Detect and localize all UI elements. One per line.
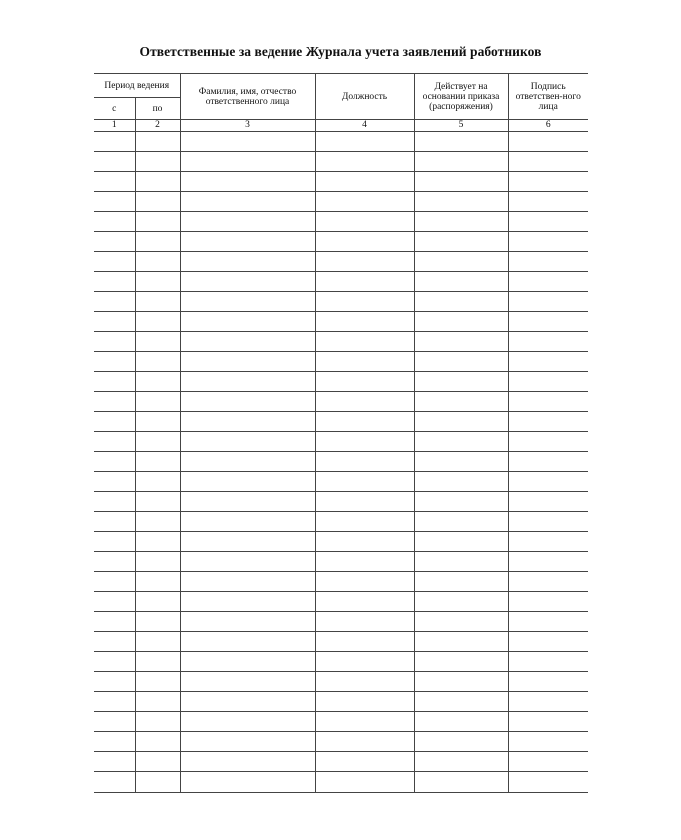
table-cell bbox=[508, 312, 588, 332]
table-cell bbox=[508, 752, 588, 772]
table-row bbox=[94, 432, 588, 452]
table-cell bbox=[135, 432, 180, 452]
table-cell bbox=[315, 672, 414, 692]
table-cell bbox=[414, 632, 508, 652]
table-cell bbox=[135, 172, 180, 192]
table-cell bbox=[135, 292, 180, 312]
table-cell bbox=[414, 752, 508, 772]
table-cell bbox=[508, 732, 588, 752]
table-cell bbox=[508, 412, 588, 432]
table-cell bbox=[508, 392, 588, 412]
table-cell bbox=[508, 432, 588, 452]
table-cell bbox=[414, 312, 508, 332]
table-cell bbox=[508, 512, 588, 532]
table-cell bbox=[180, 312, 315, 332]
table-row bbox=[94, 352, 588, 372]
table-cell bbox=[414, 572, 508, 592]
table-cell bbox=[180, 352, 315, 372]
table-cell bbox=[94, 552, 135, 572]
table-cell bbox=[508, 332, 588, 352]
table-cell bbox=[180, 152, 315, 172]
table-row bbox=[94, 752, 588, 772]
table-cell bbox=[315, 172, 414, 192]
entry-rows bbox=[94, 132, 588, 793]
table-row bbox=[94, 372, 588, 392]
page-title: Ответственные за ведение Журнала учета заявлений работников bbox=[139, 44, 542, 59]
table-row bbox=[94, 252, 588, 272]
table-cell bbox=[135, 452, 180, 472]
table-row bbox=[94, 772, 588, 793]
table-cell bbox=[94, 252, 135, 272]
table-cell bbox=[315, 292, 414, 312]
table-row bbox=[94, 452, 588, 472]
table-cell bbox=[94, 372, 135, 392]
table-cell bbox=[94, 232, 135, 252]
table-row bbox=[94, 652, 588, 672]
table-cell bbox=[135, 532, 180, 552]
table-cell bbox=[315, 532, 414, 552]
table-cell bbox=[135, 552, 180, 572]
table-cell bbox=[135, 752, 180, 772]
table-cell bbox=[315, 412, 414, 432]
table-cell bbox=[315, 772, 414, 793]
table-cell bbox=[135, 592, 180, 612]
table-cell bbox=[315, 152, 414, 172]
table-cell bbox=[414, 212, 508, 232]
table-cell bbox=[414, 252, 508, 272]
table-cell bbox=[315, 732, 414, 752]
table-cell bbox=[414, 172, 508, 192]
table-cell bbox=[135, 572, 180, 592]
table-cell bbox=[135, 132, 180, 152]
table-cell bbox=[94, 592, 135, 612]
table-cell bbox=[315, 232, 414, 252]
table-cell bbox=[315, 492, 414, 512]
table-cell bbox=[315, 192, 414, 212]
table-cell bbox=[180, 452, 315, 472]
table-row bbox=[94, 172, 588, 192]
responsible-persons-table bbox=[94, 73, 588, 793]
table-cell bbox=[508, 352, 588, 372]
table-row bbox=[94, 612, 588, 632]
table-cell bbox=[315, 132, 414, 152]
table-cell bbox=[135, 312, 180, 332]
table-cell bbox=[180, 212, 315, 232]
table-cell bbox=[94, 292, 135, 312]
table-cell bbox=[414, 232, 508, 252]
table-cell bbox=[135, 632, 180, 652]
table-cell bbox=[414, 772, 508, 793]
table-cell bbox=[94, 212, 135, 232]
table-cell bbox=[508, 692, 588, 712]
table-cell bbox=[414, 612, 508, 632]
table-cell bbox=[508, 772, 588, 793]
table-cell bbox=[414, 452, 508, 472]
table-cell bbox=[315, 592, 414, 612]
table-row bbox=[94, 312, 588, 332]
table-cell bbox=[94, 632, 135, 652]
table-cell bbox=[135, 272, 180, 292]
table-cell bbox=[508, 452, 588, 472]
table-cell bbox=[508, 632, 588, 652]
table-row bbox=[94, 192, 588, 212]
table-cell bbox=[180, 512, 315, 532]
table-cell bbox=[94, 132, 135, 152]
column-number: 4 bbox=[315, 120, 414, 132]
table-cell bbox=[508, 472, 588, 492]
table-cell bbox=[315, 692, 414, 712]
table-row bbox=[94, 632, 588, 652]
table-cell bbox=[508, 292, 588, 312]
table-cell bbox=[94, 532, 135, 552]
table-cell bbox=[508, 372, 588, 392]
table-cell bbox=[508, 572, 588, 592]
table-cell bbox=[180, 592, 315, 612]
table-cell bbox=[414, 432, 508, 452]
table-row bbox=[94, 132, 588, 152]
table-cell bbox=[315, 252, 414, 272]
table-cell bbox=[508, 552, 588, 572]
table-cell bbox=[315, 612, 414, 632]
table-cell bbox=[180, 332, 315, 352]
table-cell bbox=[94, 652, 135, 672]
table-cell bbox=[94, 332, 135, 352]
table-cell bbox=[508, 232, 588, 252]
table-cell bbox=[508, 532, 588, 552]
table-cell bbox=[180, 492, 315, 512]
table-row bbox=[94, 272, 588, 292]
table-cell bbox=[315, 332, 414, 352]
table-cell bbox=[315, 512, 414, 532]
table-row bbox=[94, 592, 588, 612]
table-cell bbox=[94, 732, 135, 752]
table-cell bbox=[414, 712, 508, 732]
table-cell bbox=[315, 452, 414, 472]
table-cell bbox=[508, 272, 588, 292]
table-cell bbox=[180, 252, 315, 272]
table-cell bbox=[315, 212, 414, 232]
table-cell bbox=[508, 172, 588, 192]
table-cell bbox=[180, 612, 315, 632]
column-number: 1 bbox=[94, 120, 135, 132]
table-cell bbox=[508, 132, 588, 152]
table-cell bbox=[180, 432, 315, 452]
table-cell bbox=[135, 772, 180, 793]
table-cell bbox=[94, 612, 135, 632]
table-cell bbox=[414, 472, 508, 492]
table-row bbox=[94, 392, 588, 412]
table-cell bbox=[135, 352, 180, 372]
table-cell bbox=[94, 192, 135, 212]
table-cell bbox=[180, 732, 315, 752]
table-cell bbox=[135, 732, 180, 752]
table-row bbox=[94, 552, 588, 572]
order-header: Действует на основании приказа (распоряжения) bbox=[414, 74, 508, 120]
table-cell bbox=[94, 452, 135, 472]
table-cell bbox=[414, 552, 508, 572]
table-cell bbox=[180, 172, 315, 192]
table-cell bbox=[414, 512, 508, 532]
table-cell bbox=[94, 412, 135, 432]
column-number: 3 bbox=[180, 120, 315, 132]
table-cell bbox=[135, 192, 180, 212]
table-cell bbox=[94, 572, 135, 592]
table-cell bbox=[94, 312, 135, 332]
table-row bbox=[94, 712, 588, 732]
table-row bbox=[94, 512, 588, 532]
table-cell bbox=[508, 212, 588, 232]
table-cell bbox=[135, 152, 180, 172]
table-cell bbox=[414, 492, 508, 512]
table-cell bbox=[94, 432, 135, 452]
table-cell bbox=[508, 152, 588, 172]
table-cell bbox=[315, 632, 414, 652]
table-cell bbox=[414, 372, 508, 392]
table-cell bbox=[180, 392, 315, 412]
table-cell bbox=[94, 352, 135, 372]
table-cell bbox=[180, 412, 315, 432]
table-cell bbox=[315, 312, 414, 332]
table-cell bbox=[94, 692, 135, 712]
table-cell bbox=[135, 512, 180, 532]
table-cell bbox=[135, 392, 180, 412]
table-cell bbox=[180, 632, 315, 652]
table-cell bbox=[508, 492, 588, 512]
period-to-header: по bbox=[135, 98, 180, 120]
table-cell bbox=[180, 552, 315, 572]
table-cell bbox=[414, 652, 508, 672]
table-cell bbox=[180, 192, 315, 212]
table-row bbox=[94, 492, 588, 512]
table-cell bbox=[414, 692, 508, 712]
table-cell bbox=[135, 652, 180, 672]
position-header: Должность bbox=[315, 74, 414, 120]
table-cell bbox=[135, 412, 180, 432]
table-cell bbox=[94, 512, 135, 532]
table-cell bbox=[508, 192, 588, 212]
table-row bbox=[94, 692, 588, 712]
table-cell bbox=[508, 612, 588, 632]
table-cell bbox=[135, 692, 180, 712]
table-cell bbox=[315, 712, 414, 732]
table-row bbox=[94, 532, 588, 552]
table-row bbox=[94, 212, 588, 232]
table-cell bbox=[315, 352, 414, 372]
table-cell bbox=[135, 332, 180, 352]
table-cell bbox=[94, 752, 135, 772]
table-cell bbox=[414, 732, 508, 752]
table-cell bbox=[508, 712, 588, 732]
table-cell bbox=[315, 552, 414, 572]
table-row bbox=[94, 232, 588, 252]
table-cell bbox=[414, 132, 508, 152]
table-row bbox=[94, 292, 588, 312]
table-cell bbox=[315, 392, 414, 412]
table-cell bbox=[315, 272, 414, 292]
table-cell bbox=[135, 372, 180, 392]
table-cell bbox=[180, 692, 315, 712]
table-cell bbox=[94, 152, 135, 172]
table-row bbox=[94, 732, 588, 752]
table-cell bbox=[135, 712, 180, 732]
table-cell bbox=[180, 532, 315, 552]
table-cell bbox=[135, 212, 180, 232]
table-cell bbox=[94, 472, 135, 492]
table-cell bbox=[414, 532, 508, 552]
table-cell bbox=[414, 672, 508, 692]
table-cell bbox=[180, 772, 315, 793]
table-cell bbox=[94, 672, 135, 692]
table-cell bbox=[315, 372, 414, 392]
table-cell bbox=[135, 672, 180, 692]
period-from-header: с bbox=[94, 98, 135, 120]
table-cell bbox=[414, 592, 508, 612]
table-cell bbox=[135, 492, 180, 512]
table-cell bbox=[180, 292, 315, 312]
table-cell bbox=[94, 272, 135, 292]
table-cell bbox=[180, 712, 315, 732]
table-cell bbox=[94, 772, 135, 793]
table-cell bbox=[414, 412, 508, 432]
table-cell bbox=[135, 612, 180, 632]
column-number: 2 bbox=[135, 120, 180, 132]
table-row bbox=[94, 672, 588, 692]
table-cell bbox=[414, 292, 508, 312]
table-cell bbox=[135, 252, 180, 272]
period-header: Период ведения bbox=[94, 74, 180, 98]
table-cell bbox=[180, 472, 315, 492]
table-cell bbox=[180, 272, 315, 292]
column-number: 6 bbox=[508, 120, 588, 132]
table-row bbox=[94, 412, 588, 432]
table-cell bbox=[180, 672, 315, 692]
table-cell bbox=[508, 252, 588, 272]
table-row bbox=[94, 572, 588, 592]
table-cell bbox=[414, 352, 508, 372]
table-cell bbox=[180, 652, 315, 672]
table-cell bbox=[94, 392, 135, 412]
table-cell bbox=[414, 192, 508, 212]
signature-header: Подпись ответствен-ного лица bbox=[508, 74, 588, 120]
column-number: 5 bbox=[414, 120, 508, 132]
table-cell bbox=[508, 592, 588, 612]
table-cell bbox=[180, 752, 315, 772]
table-row bbox=[94, 472, 588, 492]
table-cell bbox=[315, 652, 414, 672]
table-cell bbox=[94, 712, 135, 732]
table-cell bbox=[414, 392, 508, 412]
table-cell bbox=[414, 332, 508, 352]
table-cell bbox=[135, 472, 180, 492]
table-cell bbox=[508, 672, 588, 692]
table-cell bbox=[315, 432, 414, 452]
table-cell bbox=[135, 232, 180, 252]
table-cell bbox=[508, 652, 588, 672]
table-cell bbox=[180, 572, 315, 592]
table-cell bbox=[180, 372, 315, 392]
table-cell bbox=[414, 152, 508, 172]
table-cell bbox=[315, 572, 414, 592]
fio-header: Фамилия, имя, отчество ответственного лица bbox=[180, 74, 315, 120]
table-cell bbox=[94, 492, 135, 512]
table-cell bbox=[180, 132, 315, 152]
table-cell bbox=[414, 272, 508, 292]
table-cell bbox=[315, 472, 414, 492]
table-cell bbox=[94, 172, 135, 192]
table-cell bbox=[180, 232, 315, 252]
table-row bbox=[94, 152, 588, 172]
table-row bbox=[94, 332, 588, 352]
table-cell bbox=[315, 752, 414, 772]
